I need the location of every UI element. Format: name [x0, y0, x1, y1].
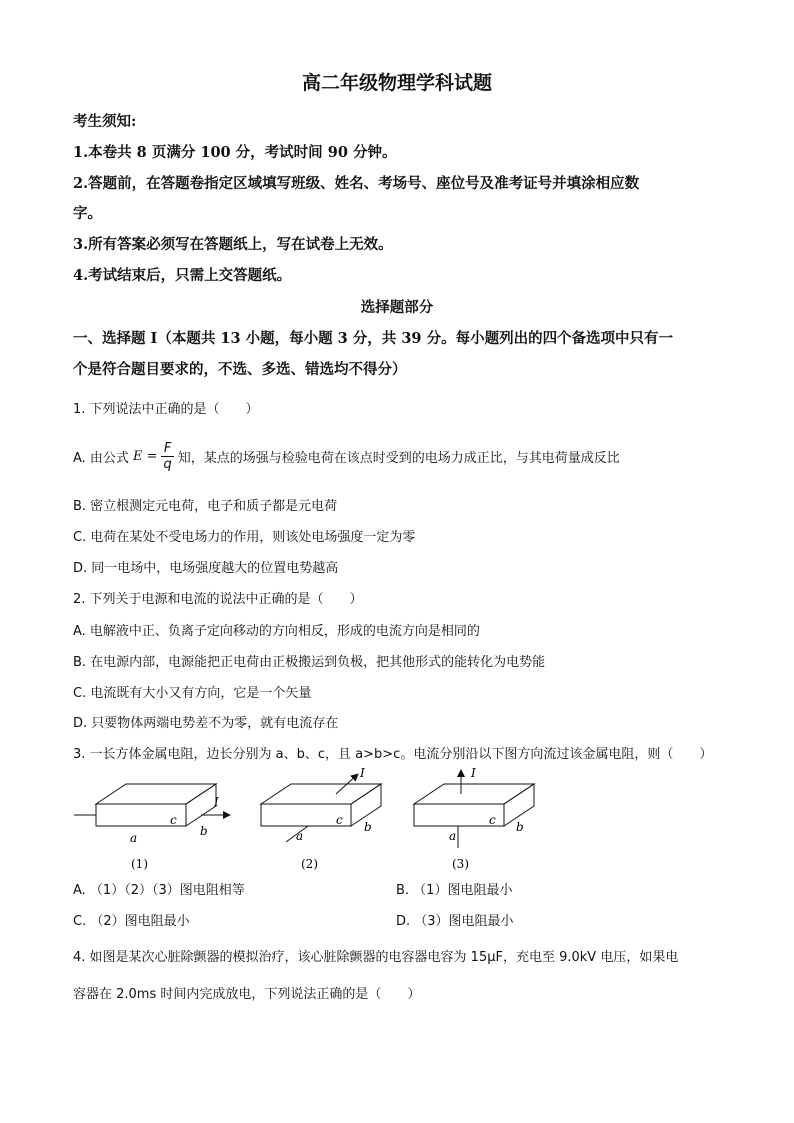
- option-a-suffix: 知，某点的场强与检验电荷在该点时受到的电场力成正比，与其电荷量成反比: [177, 450, 620, 466]
- notice-item: 3.所有答案必须写在答题纸上，写在试卷上无效。: [73, 236, 393, 253]
- question-2-option-d: D. 只要物体两端电势差不为零，就有电流存在: [73, 716, 339, 731]
- block-diagram-1: [74, 784, 230, 826]
- formula-lhs: E =: [132, 448, 158, 464]
- question-2-option-b: B. 在电源内部，电源能把正电荷由正极搬运到负极，把其他形式的能转化为电势能: [73, 655, 546, 670]
- formula-denominator: q: [163, 456, 172, 472]
- page-title: 高二年级物理学科试题: [301, 72, 492, 94]
- figure-label-1: (1): [131, 857, 148, 871]
- block-diagram-2: [261, 774, 381, 842]
- section-heading: 选择题部分: [360, 299, 434, 316]
- block-top-face: [414, 784, 534, 804]
- question-3-stem: 3. 一长方体金属电阻，边长分别为 a、b、c，且 a>b>c。电流分别沿以下图方向流过该金属电阻，则（ ）: [73, 747, 713, 762]
- option-a-prefix: A. 由公式: [73, 450, 129, 466]
- edge-label-b: b: [364, 820, 372, 834]
- question-3-figure: [60, 762, 540, 874]
- edge-label-a: a: [449, 829, 457, 843]
- question-3-option-a: A. （1）（2）（3）图电阻相等: [73, 883, 245, 898]
- formula-fraction: [161, 441, 173, 472]
- question-4-stem-line2: 容器在 2.0ms 时间内完成放电，下列说法正确的是（ ）: [73, 987, 421, 1002]
- notice-heading: 考生须知:: [73, 113, 137, 130]
- figure-label-3: (3): [452, 857, 469, 871]
- block-top-face: [261, 784, 381, 804]
- current-label: I: [360, 766, 365, 780]
- question-4-stem-line1: 4. 如图是某次心脏除颤器的模拟治疗，该心脏除颤器的电容器电容为 15μF，充电至 9.0kV 电压，如果电: [73, 950, 679, 965]
- block-diagram-3: [414, 770, 534, 848]
- question-1-option-c: C. 电荷在某处不受电场力的作用，则该处电场强度一定为零: [73, 530, 416, 545]
- question-2-option-a: A. 电解液中正、负离子定向移动的方向相反，形成的电流方向是相同的: [73, 624, 480, 639]
- notice-item: 1.本卷共 8 页满分 100 分，考试时间 90 分钟。: [73, 144, 397, 161]
- notice-item: 2.答题前，在答题卷指定区域填写班级、姓名、考场号、座位号及准考证号并填涂相应数: [73, 175, 640, 192]
- question-1-option-b: B. 密立根测定元电荷，电子和质子都是元电荷: [73, 499, 338, 514]
- question-1-option-a: [73, 434, 620, 478]
- question-3-option-b: B. （1）图电阻最小: [396, 883, 513, 898]
- edge-label-b: b: [200, 824, 208, 838]
- question-1-stem: 1. 下列说法中正确的是（ ）: [73, 402, 259, 417]
- question-2-stem: 2. 下列关于电源和电流的说法中正确的是（ ）: [73, 592, 363, 607]
- question-3-option-c: C. （2）图电阻最小: [73, 914, 190, 929]
- edge-label-a: a: [130, 831, 138, 845]
- part-instructions-line2: 个是符合题目要求的，不选、多选、错选均不得分）: [73, 361, 407, 378]
- edge-label-c: c: [170, 813, 177, 827]
- current-label: I: [471, 766, 476, 780]
- edge-label-b: b: [516, 820, 524, 834]
- figure-label-2: (2): [301, 857, 318, 871]
- current-label: I: [214, 795, 219, 809]
- block-top-face: [96, 784, 216, 804]
- notice-item: 字。: [73, 205, 102, 222]
- part-instructions-line1: 一、选择题 I（本题共 13 小题，每小题 3 分，共 39 分。每小题列出的四个备选项中只有一: [73, 330, 674, 347]
- block-side-face: [186, 784, 216, 826]
- question-3-option-d: D. （3）图电阻最小: [396, 914, 514, 929]
- formula-numerator: F: [161, 441, 173, 457]
- edge-label-c: c: [489, 813, 496, 827]
- question-1-option-d: D. 同一电场中，电场强度越大的位置电势越高: [73, 561, 339, 576]
- notice-item: 4.考试结束后，只需上交答题纸。: [73, 267, 292, 284]
- edge-label-a: a: [296, 829, 304, 843]
- edge-label-c: c: [336, 813, 343, 827]
- question-2-option-c: C. 电流既有大小又有方向，它是一个矢量: [73, 686, 312, 701]
